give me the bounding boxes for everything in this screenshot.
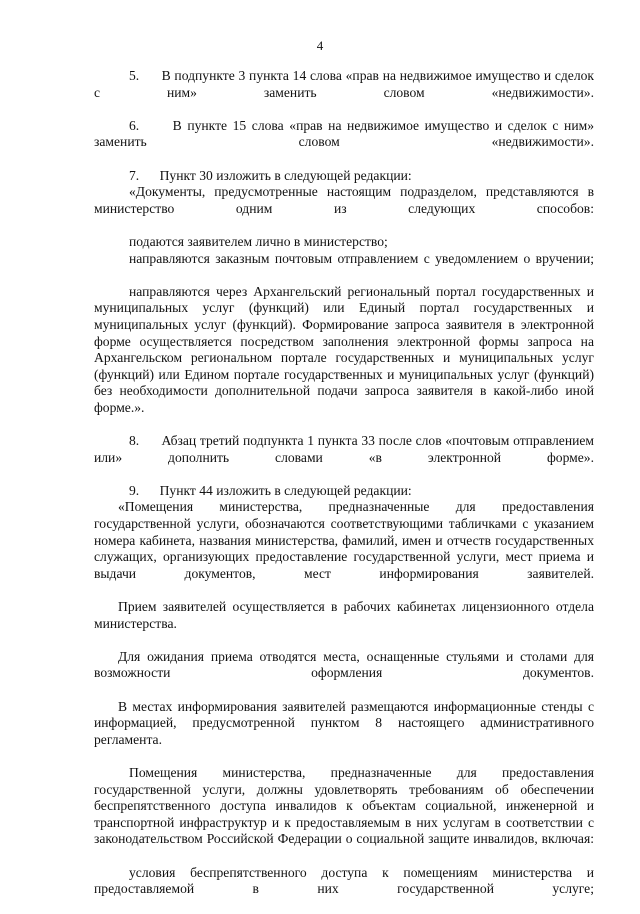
paragraph-text: В подпункте 3 пункта 14 слова «прав на недвижимое имущество и сделок с ним» заменить словом «недвижимости». [94, 68, 594, 100]
paragraph-9-accessibility: Помещения министерства, предназначенные для предоставления государственной услуги, должны удовлетворять требованиям об обеспечении беспрепятственного доступа инвалидов к объектам социальной, инженерной и транспортной инфраструктур и к предоставляемым в них услугам в соответствии с законодательством Российской Федерации о социальной защите инвалидов, включая: [94, 765, 594, 865]
paragraph-9-reception: Прием заявителей осуществляется в рабочих кабинетах лицензионного отдела министерства. [94, 599, 594, 649]
paragraph-text: Абзац третий подпункта 1 пункта 33 после слов «почтовым отправлением или» дополнить словами «в электронной форме». [94, 433, 594, 465]
paragraph-6 [94, 118, 594, 168]
paragraph-7-by-mail: направляются заказным почтовым отправлением с уведомлением о вручении; [94, 251, 594, 284]
paragraph-9 [94, 483, 594, 500]
paragraph-text: Пункт 44 изложить в следующей редакции: [160, 483, 412, 498]
paragraph-text: Пункт 30 изложить в следующей редакции: [160, 168, 412, 183]
item-number: 8. [129, 433, 139, 448]
item-number: 7. [129, 168, 139, 183]
paragraph-5 [94, 68, 594, 118]
paragraph-7 [94, 168, 594, 185]
item-number: 9. [129, 483, 139, 498]
paragraph-9-premises: «Помещения министерства, предназначенные для предоставления государственной услуги, обозначаются соответствующими табличками с указанием номера кабинета, названия министерства, фамилий, имен и отчеств государственных служащих, организующих предоставление государственной услуги, мест приема и выдачи документов, мест информирования заявителей. [94, 499, 594, 599]
paragraph-7-in-person: подаются заявителем лично в министерство; [94, 234, 594, 251]
paragraph-8 [94, 433, 594, 483]
paragraph-9-conditions: условия беспрепятственного доступа к помещениям министерства и предоставляемой в них государственной услуге; [94, 865, 594, 914]
page-number: 4 [0, 38, 640, 55]
item-number: 5. [129, 68, 139, 83]
paragraph-text: В пункте 15 слова «прав на недвижимое имущество и сделок с ним» заменить словом «недвижимости». [94, 118, 594, 150]
paragraph-7-by-portal: направляются через Архангельский региональный портал государственных и муниципальных услуг (функций) или Единый портал государственных и муниципальных услуг (функций). Формирование запроса заявителя в электронной форме осуществляется посредством заполнения электронной формы запроса на Архангельском региональном портале государственных и муниципальных услуг (функций) или Едином портале государственных и муниципальных услуг (функций) без необходимости дополнительной подачи запроса заявителя в какой-либо иной форме.». [94, 284, 594, 433]
paragraph-9-info-stands: В местах информирования заявителей размещаются информационные стенды с информацией, предусмотренной пунктом 8 настоящего административного регламента. [94, 699, 594, 765]
item-number: 6. [129, 118, 139, 133]
document-body [94, 68, 594, 914]
paragraph-9-waiting: Для ожидания приема отводятся места, оснащенные стульями и столами для возможности оформления документов. [94, 649, 594, 699]
paragraph-7-documents: «Документы, предусмотренные настоящим подразделом, представляются в министерство одним из следующих способов: [94, 184, 594, 234]
